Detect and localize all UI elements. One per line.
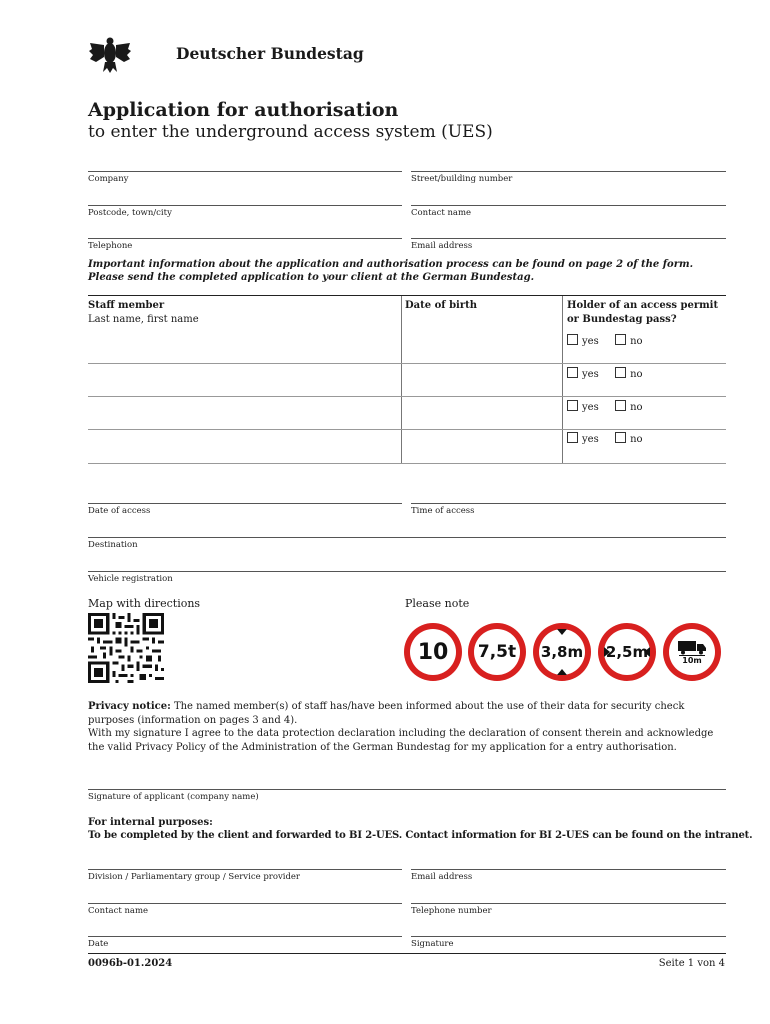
email-field-line[interactable] bbox=[411, 238, 726, 239]
dob-input[interactable] bbox=[402, 363, 561, 396]
width-arrow-icon bbox=[604, 647, 610, 657]
sign-text: 7,5t bbox=[474, 629, 520, 675]
important-notice-line1: Important information about the application and authorisation process can be found on page 2 of the form. bbox=[88, 259, 694, 270]
org-name: Deutscher Bundestag bbox=[176, 44, 364, 63]
pass-options bbox=[567, 400, 643, 413]
page-title: Application for authorisation bbox=[88, 99, 399, 121]
telephone-label: Telephone bbox=[88, 241, 133, 251]
no-label: no bbox=[630, 336, 643, 347]
speed-limit-sign-icon bbox=[404, 623, 462, 681]
internal-contact-label: Contact name bbox=[88, 906, 149, 916]
internal-email-label: Email address bbox=[411, 872, 473, 882]
table-row bbox=[88, 363, 726, 396]
internal-signature-field[interactable] bbox=[411, 936, 726, 937]
pass-col-title-2: or Bundestag pass? bbox=[567, 314, 677, 325]
time-of-access-label: Time of access bbox=[411, 506, 475, 516]
staff-table-top-border bbox=[88, 295, 726, 296]
internal-email-field[interactable] bbox=[411, 869, 726, 870]
sign-text: 3,8m bbox=[540, 643, 584, 661]
applicant-signature-field[interactable] bbox=[88, 789, 726, 790]
no-checkbox[interactable] bbox=[615, 432, 626, 443]
email-label: Email address bbox=[411, 241, 473, 251]
street-field-line[interactable] bbox=[411, 171, 726, 172]
sign-text: 10 bbox=[410, 629, 456, 675]
internal-contact-field[interactable] bbox=[88, 903, 402, 904]
applicant-signature-label: Signature of applicant (company name) bbox=[88, 792, 259, 802]
internal-title: For internal purposes: bbox=[88, 817, 213, 828]
staff-table-bottom-border bbox=[88, 463, 726, 464]
staff-name-input[interactable] bbox=[88, 330, 400, 363]
no-label: no bbox=[630, 369, 643, 380]
no-checkbox[interactable] bbox=[615, 400, 626, 411]
sign-text: 10m bbox=[679, 655, 704, 665]
postcode-label: Postcode, town/city bbox=[88, 208, 172, 218]
height-arrow-icon bbox=[557, 669, 567, 675]
company-field-line[interactable] bbox=[88, 171, 402, 172]
no-label: no bbox=[630, 402, 643, 413]
privacy-text-2: purposes (information on pages 3 and 4). bbox=[88, 714, 298, 726]
length-limit-sign-icon bbox=[663, 623, 721, 681]
truck-icon bbox=[677, 639, 707, 655]
division-label: Division / Parliamentary group / Service provider bbox=[88, 872, 300, 882]
sign-inner bbox=[669, 629, 715, 675]
no-label: no bbox=[630, 434, 643, 445]
contact-field-line[interactable] bbox=[411, 205, 726, 206]
postcode-field-line[interactable] bbox=[88, 205, 402, 206]
pass-options bbox=[567, 432, 643, 445]
dob-col-title: Date of birth bbox=[405, 300, 478, 311]
pass-options bbox=[567, 334, 643, 347]
internal-date-field[interactable] bbox=[88, 936, 402, 937]
no-checkbox[interactable] bbox=[615, 334, 626, 345]
street-label: Street/building number bbox=[411, 174, 513, 184]
width-arrow-icon bbox=[644, 647, 650, 657]
internal-date-label: Date bbox=[88, 939, 109, 949]
division-field[interactable] bbox=[88, 869, 402, 870]
staff-col-title: Staff member bbox=[88, 300, 165, 311]
internal-signature-label: Signature bbox=[411, 939, 454, 949]
no-checkbox[interactable] bbox=[615, 367, 626, 378]
page-subtitle: to enter the underground access system (UES) bbox=[88, 122, 493, 142]
dob-input[interactable] bbox=[402, 396, 561, 429]
please-note-label: Please note bbox=[405, 597, 470, 610]
weight-limit-sign-icon bbox=[468, 623, 526, 681]
telephone-field-line[interactable] bbox=[88, 238, 402, 239]
privacy-notice bbox=[88, 700, 738, 754]
qr-code-icon[interactable] bbox=[88, 613, 164, 683]
height-arrow-icon bbox=[557, 629, 567, 635]
table-row bbox=[88, 396, 726, 429]
yes-label: yes bbox=[582, 402, 599, 413]
date-of-access-label: Date of access bbox=[88, 506, 151, 516]
yes-label: yes bbox=[582, 434, 599, 445]
page-number: Seite 1 von 4 bbox=[658, 958, 725, 969]
destination-field[interactable] bbox=[88, 537, 726, 538]
footer-divider bbox=[88, 953, 726, 954]
company-label: Company bbox=[88, 174, 129, 184]
table-row bbox=[88, 330, 726, 363]
sign-text: 2,5m bbox=[605, 643, 649, 661]
privacy-notice-title: Privacy notice: bbox=[88, 701, 171, 712]
important-notice-line2: Please send the completed application to your client at the German Bundestag. bbox=[88, 272, 535, 283]
vehicle-registration-field[interactable] bbox=[88, 571, 726, 572]
vehicle-registration-label: Vehicle registration bbox=[88, 574, 173, 584]
yes-label: yes bbox=[582, 369, 599, 380]
privacy-text-1: The named member(s) of staff has/have been informed about the use of their data for security check bbox=[170, 701, 685, 712]
staff-col-subtitle: Last name, first name bbox=[88, 314, 199, 325]
date-of-access-field[interactable] bbox=[88, 503, 402, 504]
yes-label: yes bbox=[582, 336, 599, 347]
privacy-text-3: With my signature I agree to the data protection declaration including the declaration of consent therein and acknowledge bbox=[88, 728, 714, 739]
height-limit-sign-icon bbox=[533, 623, 591, 681]
staff-name-input[interactable] bbox=[88, 363, 400, 396]
time-of-access-field[interactable] bbox=[411, 503, 726, 504]
map-label: Map with directions bbox=[88, 597, 201, 610]
pass-col-title-1: Holder of an access permit bbox=[567, 300, 719, 311]
dob-input[interactable] bbox=[402, 330, 561, 363]
sign-inner bbox=[604, 629, 650, 675]
yes-checkbox[interactable] bbox=[567, 400, 578, 411]
form-code: 0096b-01.2024 bbox=[88, 958, 173, 969]
table-row bbox=[88, 429, 726, 463]
yes-checkbox[interactable] bbox=[567, 334, 578, 345]
privacy-text-4: the valid Privacy Policy of the Administration of the German Bundestag for my application for a entry authorisation. bbox=[88, 741, 677, 753]
internal-telephone-field[interactable] bbox=[411, 903, 726, 904]
internal-telephone-label: Telephone number bbox=[411, 906, 492, 916]
dob-input[interactable] bbox=[402, 429, 561, 463]
destination-label: Destination bbox=[88, 540, 138, 550]
yes-checkbox[interactable] bbox=[567, 367, 578, 378]
staff-name-input[interactable] bbox=[88, 429, 400, 463]
pass-options bbox=[567, 367, 643, 380]
contact-label: Contact name bbox=[411, 208, 472, 218]
bundestag-eagle-icon bbox=[88, 35, 132, 73]
sign-inner bbox=[539, 629, 585, 675]
staff-name-input[interactable] bbox=[88, 396, 400, 429]
yes-checkbox[interactable] bbox=[567, 432, 578, 443]
width-limit-sign-icon bbox=[598, 623, 656, 681]
internal-text: To be completed by the client and forwarded to BI 2-UES. Contact information for BI 2-UES can be found on the intranet. bbox=[88, 830, 753, 841]
